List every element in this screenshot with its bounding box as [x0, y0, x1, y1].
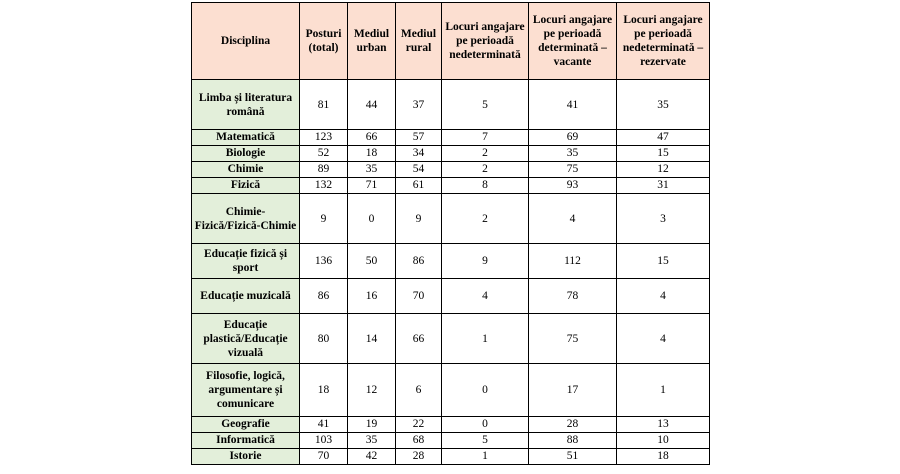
header-posturi-total: Posturi (total) [300, 3, 348, 80]
mediul-urban-cell: 66 [348, 130, 396, 146]
table-row [192, 178, 710, 194]
determinata-vacante-cell: 88 [529, 433, 617, 449]
nedeterminata-rezervate-cell: 3 [617, 194, 710, 244]
mediul-rural-cell: 37 [396, 80, 442, 130]
nedeterminata-cell: 7 [442, 130, 529, 146]
mediul-rural-cell: 28 [396, 449, 442, 465]
nedeterminata-cell: 0 [442, 417, 529, 433]
table-row [192, 146, 710, 162]
mediul-rural-cell: 57 [396, 130, 442, 146]
mediul-urban-cell: 18 [348, 146, 396, 162]
mediul-rural-cell: 70 [396, 279, 442, 314]
posturi-total-cell: 80 [300, 314, 348, 364]
nedeterminata-cell: 1 [442, 314, 529, 364]
posturi-total-cell: 41 [300, 417, 348, 433]
mediul-urban-cell: 0 [348, 194, 396, 244]
mediul-urban-cell: 44 [348, 80, 396, 130]
posts-table [191, 2, 710, 465]
determinata-vacante-cell: 51 [529, 449, 617, 465]
discipline-cell: Limba și literatura română [192, 80, 300, 130]
header-row [192, 3, 710, 80]
discipline-cell: Educație fizică și sport [192, 244, 300, 279]
nedeterminata-rezervate-cell: 12 [617, 162, 710, 178]
discipline-cell: Chimie-Fizică/Fizică-Chimie [192, 194, 300, 244]
posturi-total-cell: 123 [300, 130, 348, 146]
mediul-rural-cell: 86 [396, 244, 442, 279]
discipline-cell: Educație muzicală [192, 279, 300, 314]
determinata-vacante-cell: 35 [529, 146, 617, 162]
determinata-vacante-cell: 75 [529, 314, 617, 364]
table-row [192, 449, 710, 465]
table-row [192, 162, 710, 178]
mediul-urban-cell: 35 [348, 162, 396, 178]
mediul-rural-cell: 34 [396, 146, 442, 162]
posturi-total-cell: 18 [300, 364, 348, 417]
nedeterminata-rezervate-cell: 15 [617, 244, 710, 279]
header-mediul-rural: Mediul rural [396, 3, 442, 80]
table-row [192, 194, 710, 244]
nedeterminata-rezervate-cell: 15 [617, 146, 710, 162]
determinata-vacante-cell: 93 [529, 178, 617, 194]
determinata-vacante-cell: 75 [529, 162, 617, 178]
mediul-urban-cell: 19 [348, 417, 396, 433]
nedeterminata-cell: 5 [442, 80, 529, 130]
nedeterminata-cell: 9 [442, 244, 529, 279]
nedeterminata-cell: 8 [442, 178, 529, 194]
mediul-urban-cell: 16 [348, 279, 396, 314]
nedeterminata-cell: 2 [442, 146, 529, 162]
discipline-cell: Istorie [192, 449, 300, 465]
nedeterminata-rezervate-cell: 10 [617, 433, 710, 449]
mediul-urban-cell: 12 [348, 364, 396, 417]
table-row [192, 417, 710, 433]
table-row [192, 279, 710, 314]
mediul-urban-cell: 50 [348, 244, 396, 279]
nedeterminata-cell: 1 [442, 449, 529, 465]
mediul-rural-cell: 66 [396, 314, 442, 364]
table-row [192, 314, 710, 364]
posturi-total-cell: 132 [300, 178, 348, 194]
discipline-cell: Geografie [192, 417, 300, 433]
table-row [192, 244, 710, 279]
mediul-rural-cell: 22 [396, 417, 442, 433]
posturi-total-cell: 89 [300, 162, 348, 178]
nedeterminata-cell: 2 [442, 194, 529, 244]
discipline-cell: Fizică [192, 178, 300, 194]
posturi-total-cell: 52 [300, 146, 348, 162]
nedeterminata-cell: 0 [442, 364, 529, 417]
determinata-vacante-cell: 41 [529, 80, 617, 130]
mediul-urban-cell: 71 [348, 178, 396, 194]
nedeterminata-rezervate-cell: 1 [617, 364, 710, 417]
mediul-rural-cell: 61 [396, 178, 442, 194]
mediul-rural-cell: 68 [396, 433, 442, 449]
nedeterminata-rezervate-cell: 4 [617, 279, 710, 314]
mediul-rural-cell: 9 [396, 194, 442, 244]
header-mediul-urban: Mediul urban [348, 3, 396, 80]
nedeterminata-rezervate-cell: 13 [617, 417, 710, 433]
table-row [192, 80, 710, 130]
header-nedeterminata-rezervate: Locuri angajare pe perioadă nedeterminată – rezervate [617, 3, 710, 80]
table-row [192, 433, 710, 449]
nedeterminata-cell: 2 [442, 162, 529, 178]
discipline-cell: Informatică [192, 433, 300, 449]
determinata-vacante-cell: 4 [529, 194, 617, 244]
determinata-vacante-cell: 28 [529, 417, 617, 433]
posturi-total-cell: 81 [300, 80, 348, 130]
nedeterminata-rezervate-cell: 31 [617, 178, 710, 194]
posturi-total-cell: 9 [300, 194, 348, 244]
discipline-cell: Chimie [192, 162, 300, 178]
mediul-urban-cell: 42 [348, 449, 396, 465]
nedeterminata-rezervate-cell: 4 [617, 314, 710, 364]
posturi-total-cell: 70 [300, 449, 348, 465]
determinata-vacante-cell: 17 [529, 364, 617, 417]
posturi-total-cell: 136 [300, 244, 348, 279]
determinata-vacante-cell: 78 [529, 279, 617, 314]
discipline-cell: Educație plastică/Educație vizuală [192, 314, 300, 364]
mediul-rural-cell: 6 [396, 364, 442, 417]
nedeterminata-rezervate-cell: 47 [617, 130, 710, 146]
posturi-total-cell: 86 [300, 279, 348, 314]
mediul-rural-cell: 54 [396, 162, 442, 178]
mediul-urban-cell: 14 [348, 314, 396, 364]
table-row [192, 130, 710, 146]
discipline-cell: Biologie [192, 146, 300, 162]
posturi-total-cell: 103 [300, 433, 348, 449]
nedeterminata-cell: 5 [442, 433, 529, 449]
nedeterminata-rezervate-cell: 35 [617, 80, 710, 130]
discipline-cell: Matematică [192, 130, 300, 146]
discipline-cell: Filosofie, logică, argumentare și comunicare [192, 364, 300, 417]
nedeterminata-rezervate-cell: 18 [617, 449, 710, 465]
nedeterminata-cell: 4 [442, 279, 529, 314]
determinata-vacante-cell: 69 [529, 130, 617, 146]
table-row [192, 364, 710, 417]
determinata-vacante-cell: 112 [529, 244, 617, 279]
header-determinata-vacante: Locuri angajare pe perioadă determinată – vacante [529, 3, 617, 80]
header-nedeterminata: Locuri angajare pe perioadă nedeterminată [442, 3, 529, 80]
header-disciplina: Disciplina [192, 3, 300, 80]
mediul-urban-cell: 35 [348, 433, 396, 449]
